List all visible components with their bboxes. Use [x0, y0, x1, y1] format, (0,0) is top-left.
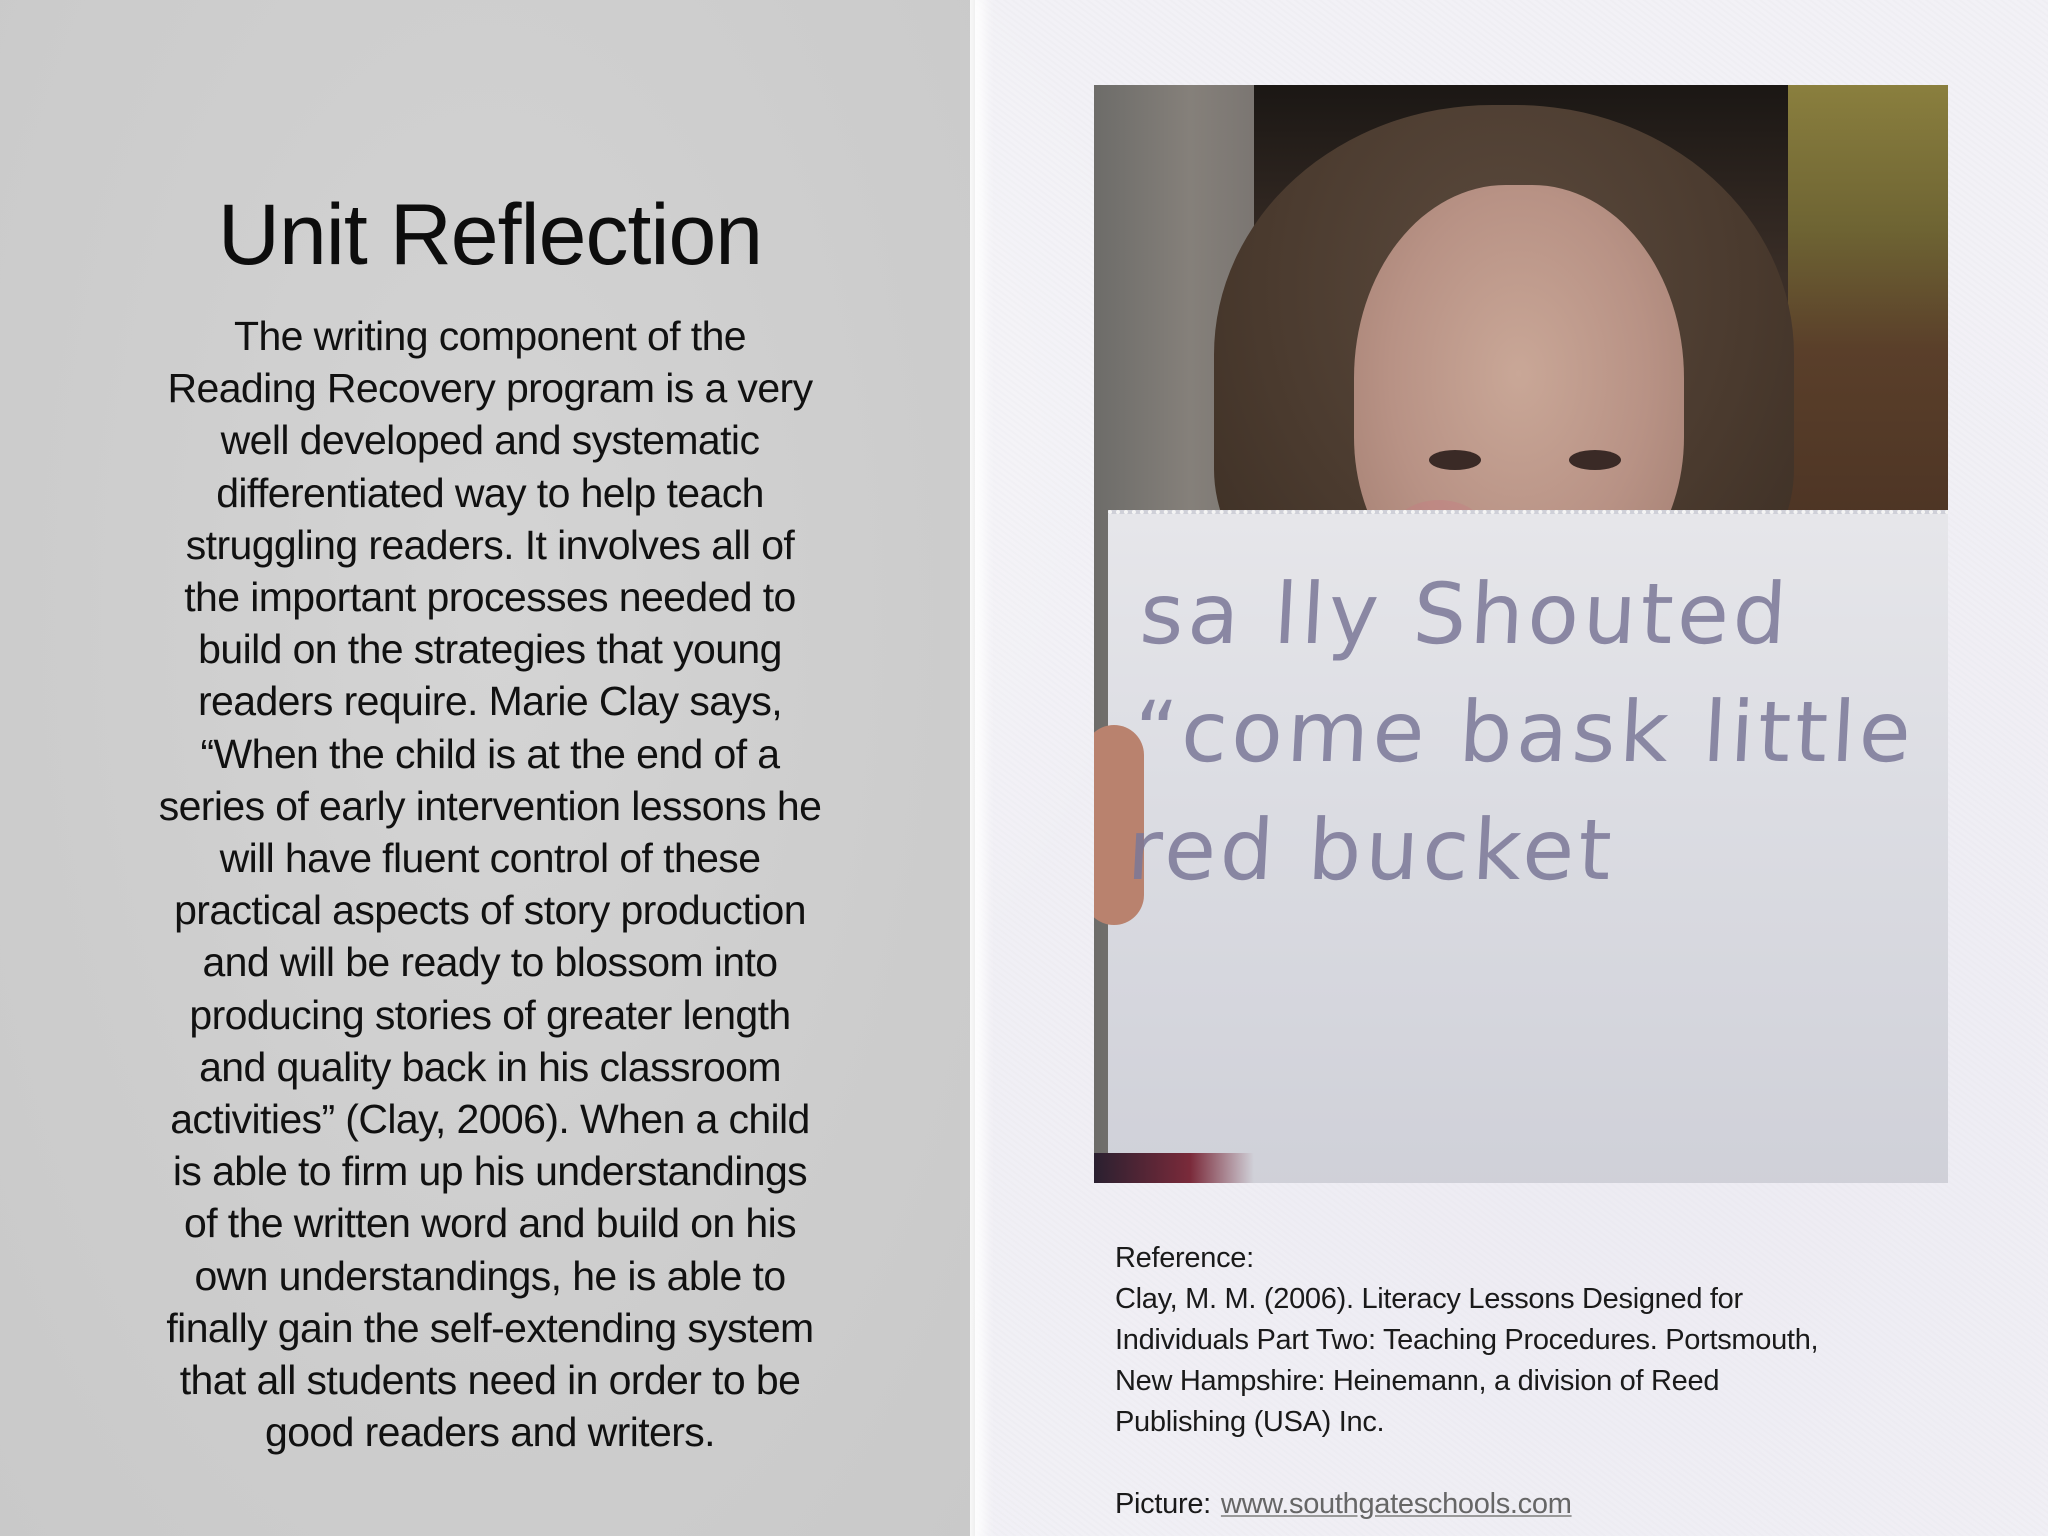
photo-background-door: [1788, 85, 1948, 565]
reference-block: [1115, 1238, 1975, 1525]
paragraph-line: finally gain the self-extending system: [166, 1304, 814, 1351]
paragraph-line: the important processes needed to: [184, 574, 796, 621]
paragraph-line: “When the child is at the end of a: [200, 730, 780, 777]
handwriting-line: sa lly Shouted: [1137, 565, 1793, 663]
paragraph-line: that all students need in order to be: [179, 1357, 801, 1404]
photo-eye: [1429, 450, 1481, 470]
paragraph-line: struggling readers. It involves all of: [185, 521, 795, 568]
paragraph-line: well developed and systematic: [220, 417, 760, 464]
paragraph-line: practical aspects of story production: [174, 887, 806, 934]
picture-credit: [1115, 1484, 1975, 1525]
paragraph-line: The writing component of the: [234, 313, 746, 359]
paragraph-line: good readers and writers.: [265, 1409, 715, 1456]
reference-heading: Reference:: [1115, 1242, 1254, 1274]
citation-line: Individuals Part Two: Teaching Procedures. Portsmouth,: [1115, 1324, 1819, 1356]
photo-handwriting: [1125, 555, 1948, 909]
paragraph-line: of the written word and build on his: [184, 1200, 796, 1247]
child-with-sign-photo: [1094, 85, 1948, 1183]
paragraph-line: build on the strategies that young: [198, 626, 782, 673]
paragraph-line: is able to firm up his understandings: [172, 1148, 808, 1195]
handwriting-line: red bucket: [1125, 801, 1618, 899]
photo-bottom-smudge: [1094, 1153, 1254, 1183]
picture-source-link[interactable]: www.southgateschools.com: [1220, 1488, 1572, 1520]
paragraph-line: readers require. Marie Clay says,: [197, 678, 783, 725]
paragraph-line: will have fluent control of these: [219, 835, 761, 882]
slide-title: Unit Reflection: [217, 187, 763, 283]
photo-eye: [1569, 450, 1621, 470]
paragraph-line: and quality back in his classroom: [199, 1043, 781, 1090]
paragraph-line: and will be ready to blossom into: [202, 939, 778, 986]
paragraph-line: Reading Recovery program is a very: [167, 365, 813, 412]
reflection-paragraph: [90, 310, 890, 1458]
handwriting-line: “come bask little: [1131, 683, 1918, 781]
citation-line: Clay, M. M. (2006). Literacy Lessons Designed for: [1115, 1283, 1743, 1315]
paragraph-line: producing stories of greater length: [189, 991, 791, 1038]
paragraph-line: series of early intervention lessons he: [158, 782, 822, 829]
paragraph-line: activities” (Clay, 2006). When a child: [170, 1096, 810, 1143]
spacer: [1115, 1443, 1975, 1484]
citation-line: Publishing (USA) Inc.: [1115, 1406, 1385, 1438]
citation-line: New Hampshire: Heinemann, a division of Reed: [1115, 1365, 1720, 1397]
picture-label: Picture:: [1115, 1488, 1211, 1520]
paragraph-line: differentiated way to help teach: [216, 469, 764, 516]
paragraph-line: own understandings, he is able to: [194, 1252, 786, 1299]
